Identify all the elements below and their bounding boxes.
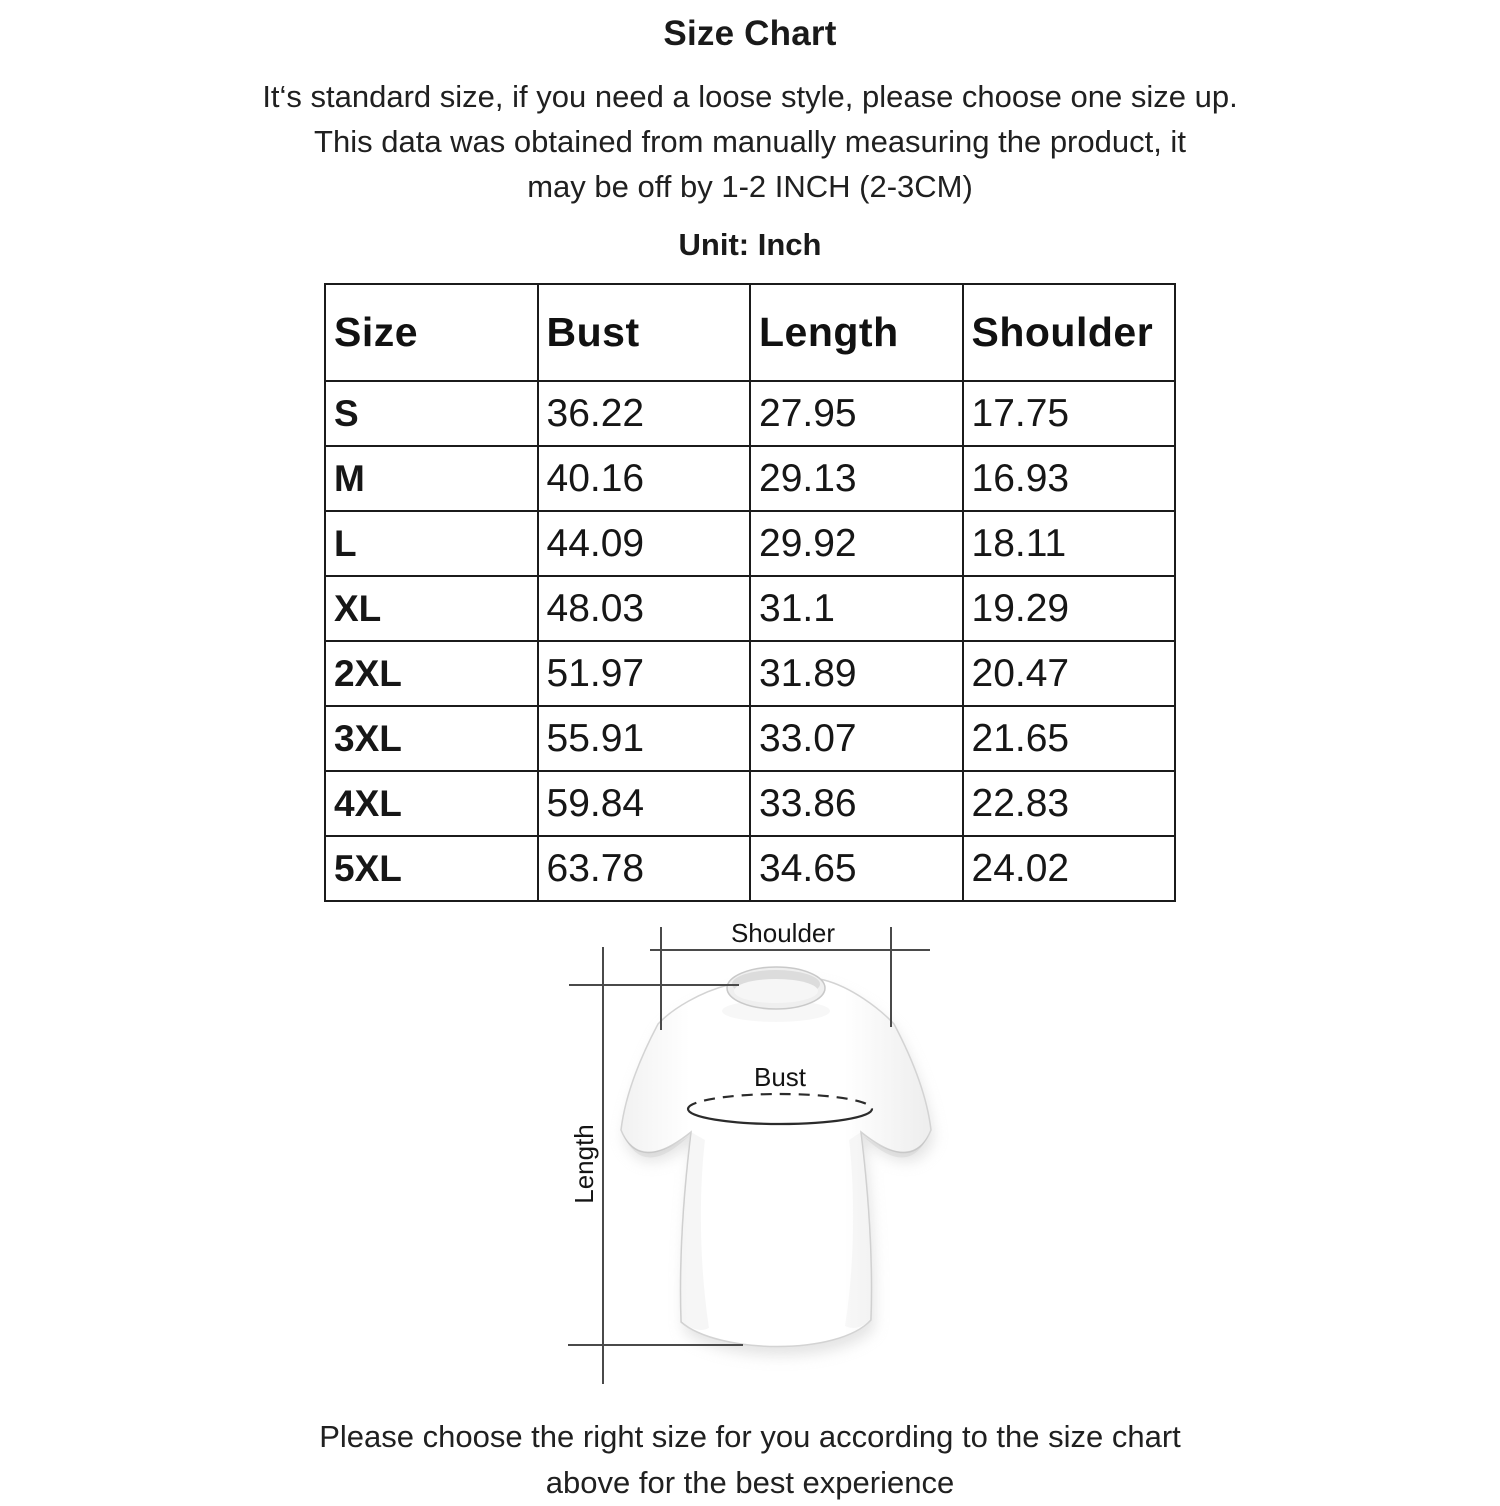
cell-size: S <box>325 381 538 446</box>
col-header-size: Size <box>325 284 538 381</box>
cell-bust: 63.78 <box>538 836 751 901</box>
cell-length: 31.89 <box>750 641 963 706</box>
cell-shoulder: 22.83 <box>963 771 1176 836</box>
cell-size: 4XL <box>325 771 538 836</box>
table-row <box>325 446 1175 511</box>
cell-bust: 48.03 <box>538 576 751 641</box>
description-line-1: It‘s standard size, if you need a loose style, please choose one size up. <box>262 79 1238 114</box>
table-row <box>325 641 1175 706</box>
footer-line-1: Please choose the right size for you according to the size chart <box>319 1419 1181 1454</box>
tshirt-collar-rim <box>734 979 818 1003</box>
table-row <box>325 771 1175 836</box>
length-label: Length <box>569 1124 599 1204</box>
cell-length: 34.65 <box>750 836 963 901</box>
cell-length: 29.13 <box>750 446 963 511</box>
cell-shoulder: 21.65 <box>963 706 1176 771</box>
size-description <box>0 74 1500 209</box>
cell-size: 3XL <box>325 706 538 771</box>
table-row <box>325 836 1175 901</box>
cell-shoulder: 18.11 <box>963 511 1176 576</box>
cell-length: 33.86 <box>750 771 963 836</box>
cell-shoulder: 17.75 <box>963 381 1176 446</box>
cell-bust: 44.09 <box>538 511 751 576</box>
cell-size: L <box>325 511 538 576</box>
measurement-diagram <box>0 912 1500 1402</box>
tshirt-diagram <box>543 912 1003 1402</box>
cell-size: 5XL <box>325 836 538 901</box>
cell-bust: 40.16 <box>538 446 751 511</box>
cell-length: 31.1 <box>750 576 963 641</box>
footer-note <box>0 1414 1500 1506</box>
col-header-shoulder: Shoulder <box>963 284 1176 381</box>
cell-shoulder: 24.02 <box>963 836 1176 901</box>
cell-length: 27.95 <box>750 381 963 446</box>
cell-shoulder: 20.47 <box>963 641 1176 706</box>
footer-line-2: above for the best experience <box>545 1465 955 1500</box>
description-line-3: may be off by 1-2 INCH (2-3CM) <box>527 169 973 204</box>
cell-shoulder: 19.29 <box>963 576 1176 641</box>
tshirt-body <box>621 975 931 1346</box>
table-row <box>325 576 1175 641</box>
cell-bust: 51.97 <box>538 641 751 706</box>
table-row <box>325 511 1175 576</box>
size-table-header-row <box>325 284 1175 381</box>
cell-length: 33.07 <box>750 706 963 771</box>
cell-bust: 59.84 <box>538 771 751 836</box>
col-header-bust: Bust <box>538 284 751 381</box>
table-row <box>325 381 1175 446</box>
description-line-2: This data was obtained from manually measuring the product, it <box>314 124 1186 159</box>
cell-size: M <box>325 446 538 511</box>
bust-label: Bust <box>753 1062 807 1092</box>
page-title: Size Chart <box>663 14 837 53</box>
cell-size: XL <box>325 576 538 641</box>
size-table <box>324 283 1176 902</box>
cell-size: 2XL <box>325 641 538 706</box>
cell-bust: 55.91 <box>538 706 751 771</box>
unit-label: Unit: Inch <box>678 227 822 262</box>
cell-shoulder: 16.93 <box>963 446 1176 511</box>
table-row <box>325 706 1175 771</box>
cell-length: 29.92 <box>750 511 963 576</box>
col-header-length: Length <box>750 284 963 381</box>
cell-bust: 36.22 <box>538 381 751 446</box>
shoulder-label: Shoulder <box>730 918 836 948</box>
